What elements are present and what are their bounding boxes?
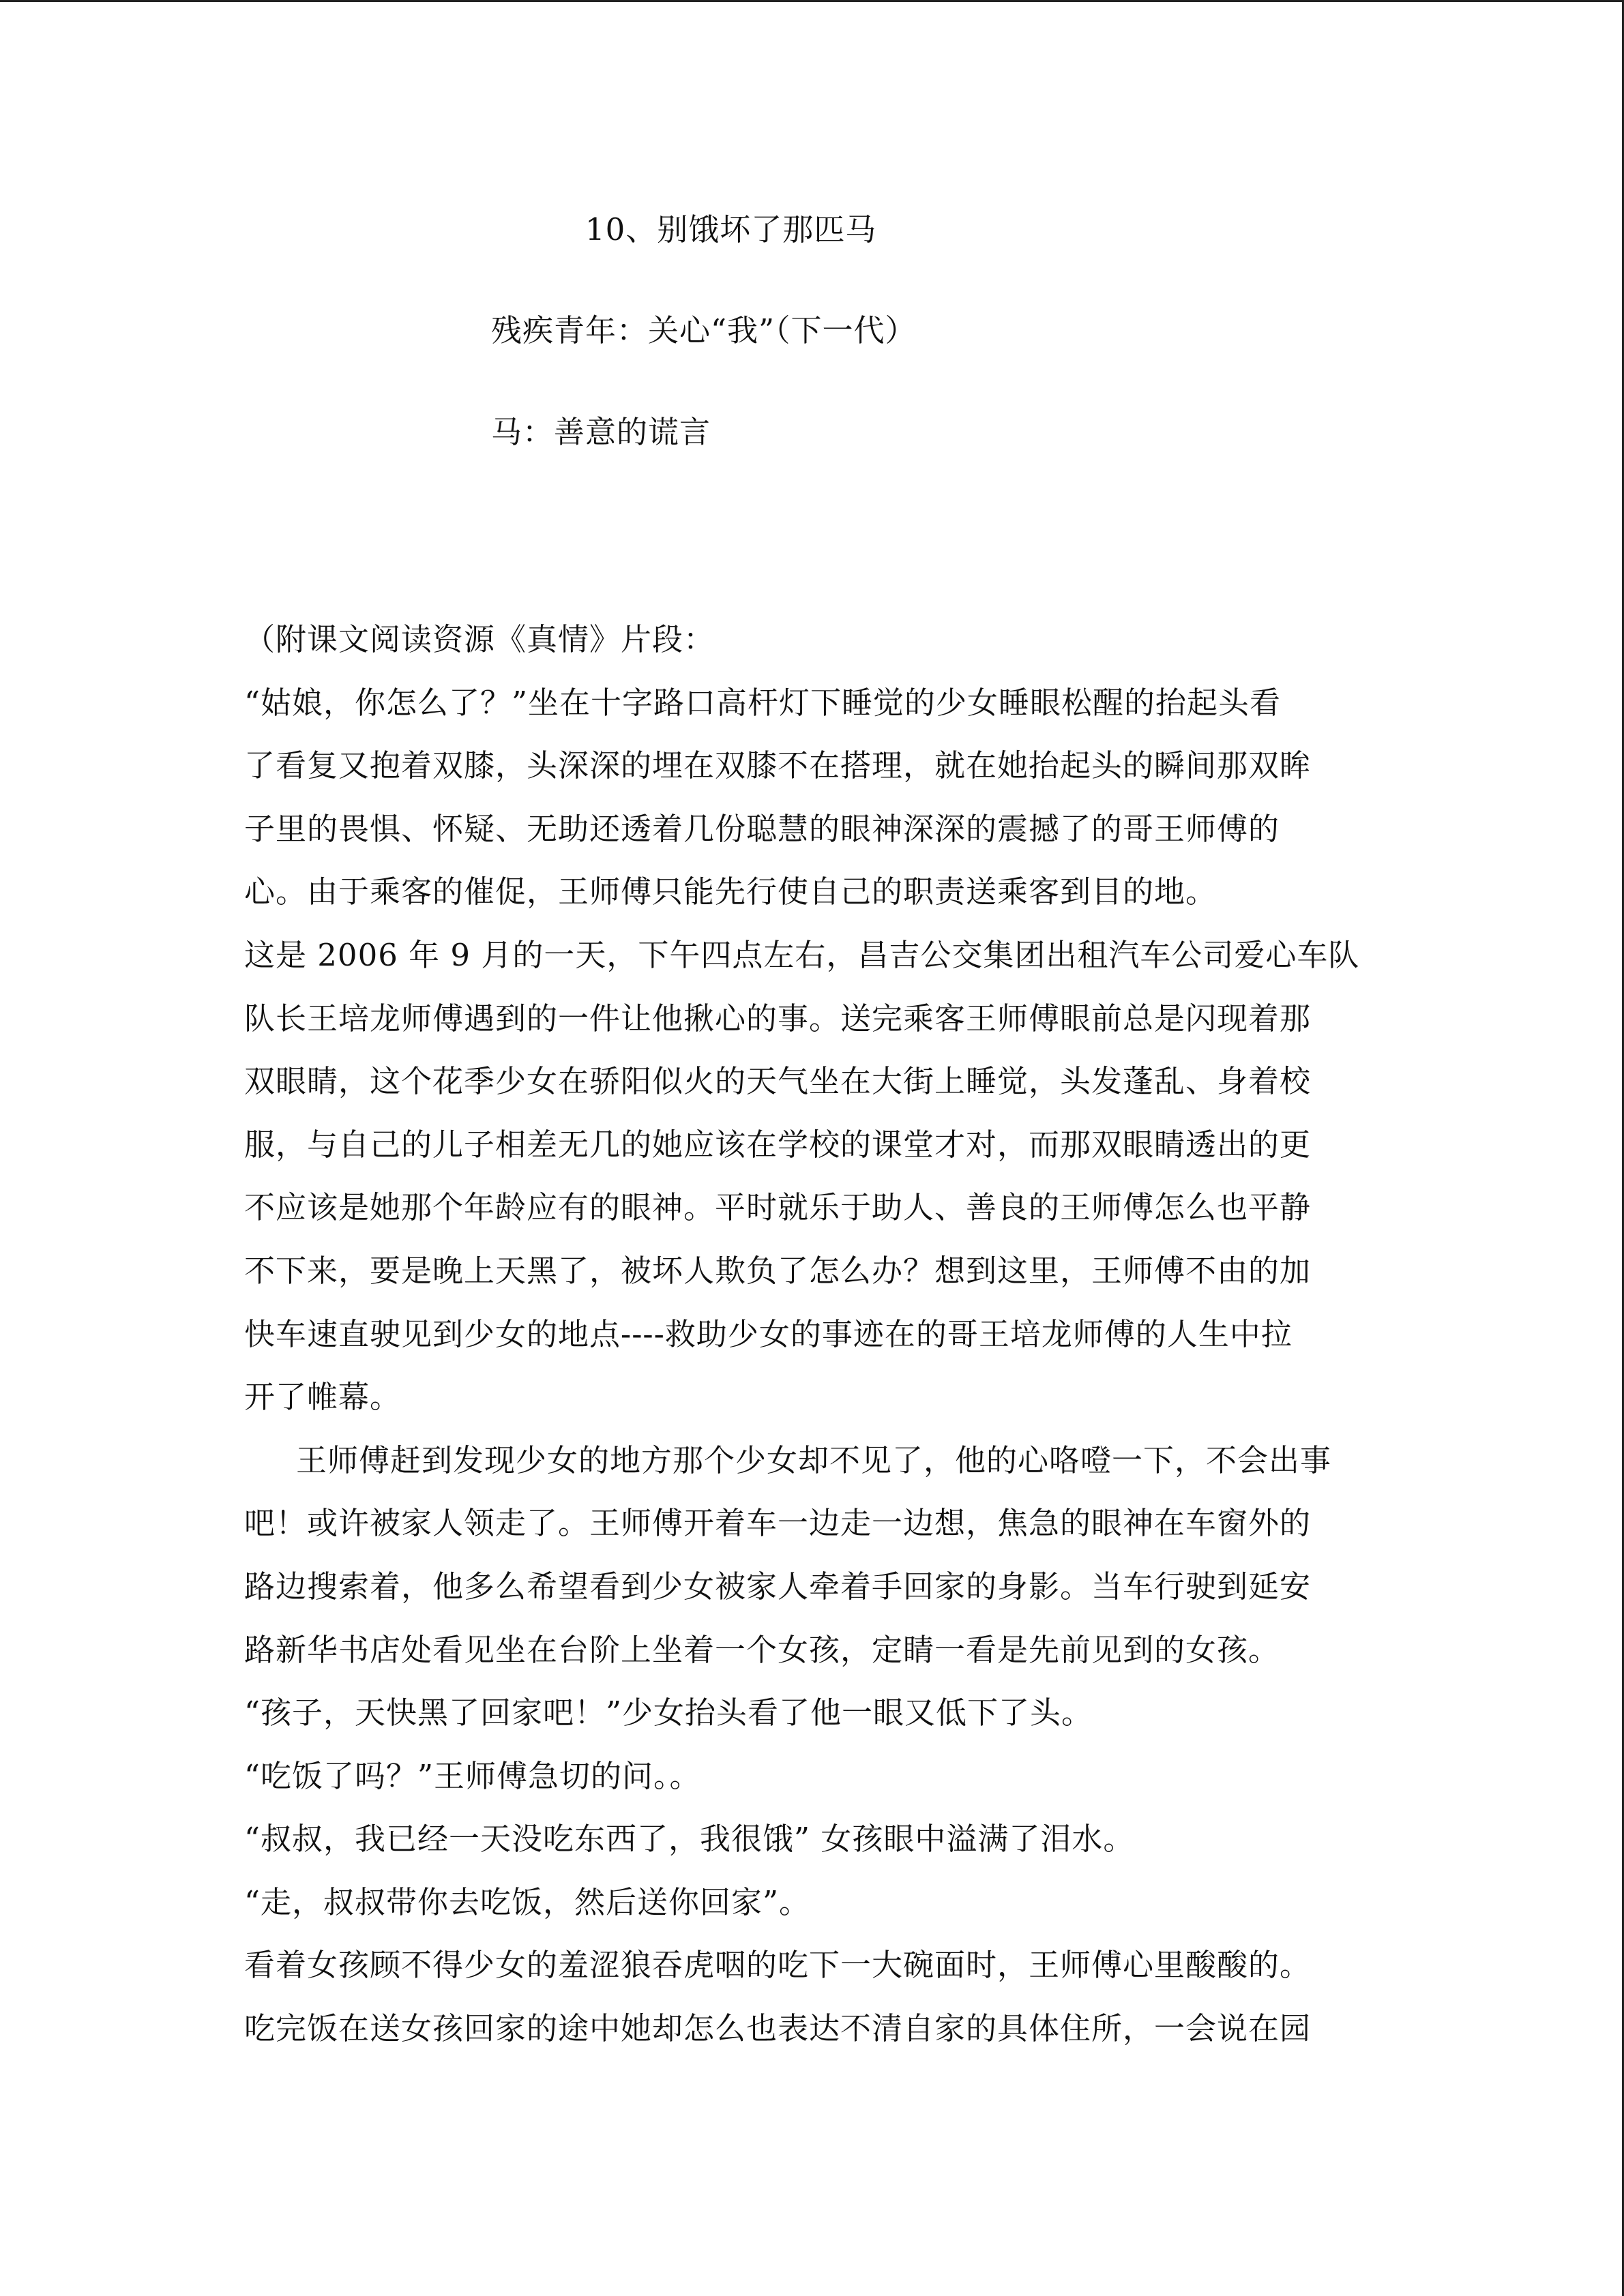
body-line: “孩子，天快黑了回家吧！”少女抬头看了他一眼又低下了头。 xyxy=(244,1695,1093,1731)
body-line: 服，与自己的儿子相差无几的她应该在学校的课堂才对，而那双眼睛透出的更 xyxy=(244,1126,1312,1163)
body-line: 心。由于乘客的催促，王师傅只能先行使自己的职责送乘客到目的地。 xyxy=(244,874,1217,910)
body-line: 不下来，要是晚上天黑了，被坏人欺负了怎么办？想到这里，王师傅不由的加 xyxy=(244,1252,1312,1289)
body-text xyxy=(244,619,1397,2072)
body-line: 吃完饭在送女孩回家的途中她却怎么也表达不清自家的具体住所，一会说在园 xyxy=(244,2010,1312,2047)
body-line: “姑娘，你怎么了？”坐在十字路口高杆灯下睡觉的少女睡眼松醒的抬起头看 xyxy=(244,684,1282,721)
body-line: 开了帷幕。 xyxy=(244,1379,402,1416)
body-line: “走，叔叔带你去吃饭，然后送你回家”。 xyxy=(244,1883,811,1920)
body-line: 路边搜索着，他多么希望看到少女被家人牵着手回家的身影。当车行驶到延安 xyxy=(244,1568,1312,1605)
body-line: “吃饭了吗？”王师傅急切的问。。 xyxy=(244,1757,701,1794)
body-line: 了看复又抱着双膝，头深深的埋在双膝不在搭理，就在她抬起头的瞬间那双眸 xyxy=(244,747,1312,784)
body-line: 吧！或许被家人领走了。王师傅开着车一边走一边想，焦急的眼神在车窗外的 xyxy=(244,1505,1312,1542)
subtitle-line-1: 残疾青年：关心“我”（下一代） xyxy=(491,312,917,348)
body-line: 王师傅赶到发现少女的地方那个少女却不见了，他的心咯噔一下，不会出事 xyxy=(296,1442,1332,1478)
body-line: （附课文阅读资源《真情》片段： xyxy=(244,621,715,657)
body-line: 路新华书店处看见坐在台阶上坐着一个女孩，定睛一看是先前见到的女孩。 xyxy=(244,1631,1280,1668)
body-line: 这是 2006 年 9 月的一天，下午四点左右，昌吉公交集团出租汽车公司爱心车队 xyxy=(244,936,1360,973)
body-line: “叔叔，我已经一天没吃东西了，我很饿” 女孩眼中溢满了泪水。 xyxy=(244,1821,1135,1858)
body-line: 快车速直驶见到少女的地点----救助少女的事迹在的哥王培龙师傅的人生中拉 xyxy=(244,1315,1293,1352)
body-line: 队长王培龙师傅遇到的一件让他揪心的事。送完乘客王师傅眼前总是闪现着那 xyxy=(244,1000,1312,1037)
body-line: 不应该是她那个年龄应有的眼神。平时就乐于助人、善良的王师傅怎么也平静 xyxy=(244,1189,1312,1226)
document-title: 10、别饿坏了那匹马 xyxy=(585,211,877,248)
subtitle-line-2: 马：善意的谎言 xyxy=(491,414,711,450)
body-line: 双眼睛，这个花季少女在骄阳似火的天气坐在大街上睡觉，头发蓬乱、身着校 xyxy=(244,1063,1312,1100)
body-line: 子里的畏惧、怀疑、无助还透着几份聪慧的眼神深深的震撼了的哥王师傅的 xyxy=(244,810,1280,847)
body-line: 看着女孩顾不得少女的羞涩狼吞虎咽的吃下一大碗面时，王师傅心里酸酸的。 xyxy=(244,1947,1312,1984)
